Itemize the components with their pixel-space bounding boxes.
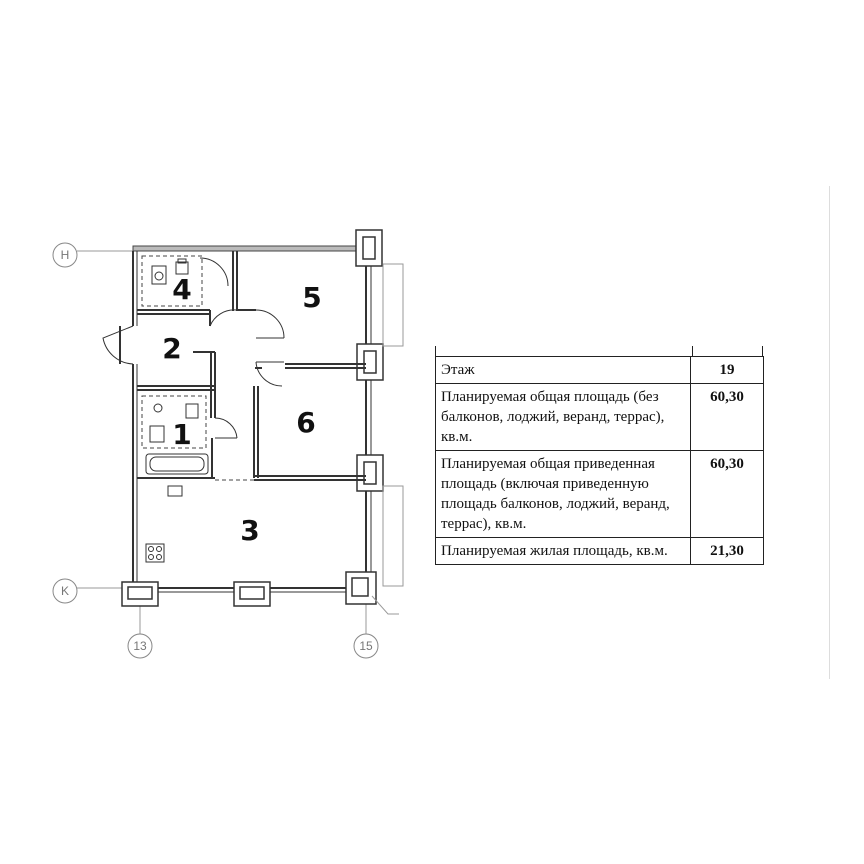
bottom-margin	[0, 679, 864, 864]
table-row	[436, 384, 764, 451]
total-area-value: 60,30	[691, 384, 764, 451]
axis-h-marker	[53, 243, 142, 267]
table-row	[436, 451, 764, 538]
floor-label: Этаж	[436, 357, 691, 384]
total-area-label: Планируемая общая площадь (без балконов, лоджий, веранд, террас), кв.м.	[436, 384, 691, 451]
room-1-number: 1	[172, 418, 192, 451]
room-4-number: 4	[172, 273, 192, 306]
axis-k-label: K	[60, 584, 70, 598]
axis-13-marker	[128, 598, 152, 658]
top-margin	[0, 0, 864, 186]
table-row	[436, 357, 764, 384]
living-area-label: Планируемая жилая площадь, кв.м.	[436, 538, 691, 565]
room-6-number: 6	[296, 406, 316, 439]
windows	[372, 264, 403, 614]
room-3-number: 3	[240, 514, 260, 547]
room-2-number: 2	[162, 332, 182, 365]
floor-value: 19	[691, 357, 764, 384]
floor-plan-panel	[0, 186, 864, 679]
door-swings	[103, 258, 284, 438]
axis-13-label: 13	[133, 639, 147, 653]
axis-15-label: 15	[359, 639, 373, 653]
table-header-stub	[435, 346, 763, 356]
living-area-value: 21,30	[691, 538, 764, 565]
apartment-spec-table	[435, 356, 764, 565]
room-5-number: 5	[302, 281, 322, 314]
reduced-area-value: 60,30	[691, 451, 764, 538]
table-row	[436, 538, 764, 565]
axis-k-marker	[53, 579, 125, 603]
panel-right-border	[829, 186, 830, 679]
axis-h-label: H	[60, 248, 70, 262]
reduced-area-label: Планируемая общая приведенная площадь (включая приведенную площадь балконов, лоджий, веранд, террас), кв.м.	[436, 451, 691, 538]
axis-15-marker	[354, 598, 378, 658]
